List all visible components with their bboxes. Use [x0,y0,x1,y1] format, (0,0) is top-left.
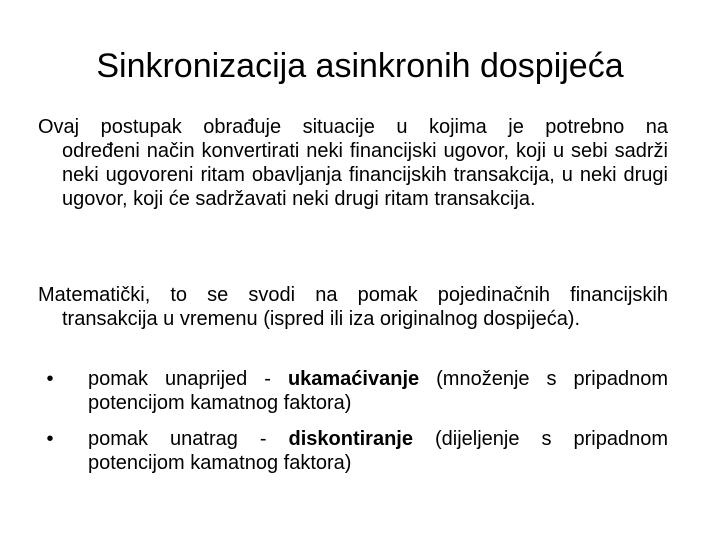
bullet-bold-term: diskontiranje [288,428,413,450]
paragraph-intro-first-line: Ovaj postupak obrađuje situacije u kojima je potrebno na [38,116,668,138]
bullet-bold-term: ukamaćivanje [287,368,420,390]
bullet-item-backward [38,427,668,475]
bullet-text-suffix: (množenje s pripadnom potencijom kamatnog faktora) [88,368,668,414]
bullet-list [38,367,668,487]
slide-title: Sinkronizacija asinkronih dospijeća [96,47,624,85]
paragraph-math-continuation: transakcija u vremenu (ispred ili iza originalnog dospijeća). [62,308,581,330]
bullet-text-suffix: (dijeljenje s pripadnom potencijom kamatnog faktora) [88,428,668,474]
bullet-marker: • [46,368,54,390]
paragraph-intro-continuation: određeni način konvertirati neki financijski ugovor, koji u sebi sadrži neki ugovoreni ritam obavljanja financijskih transakcija, u neki drugi ugovor, koji će sadržavati neki drugi ritam transakcija. [62,140,668,210]
bullet-item-forward [38,367,668,415]
paragraph-intro [38,115,668,211]
paragraph-math [38,283,668,331]
bullet-marker: • [46,428,54,450]
bullet-text-prefix: pomak unaprijed - [88,368,288,390]
paragraph-math-first-line: Matematički, to se svodi na pomak pojedinačnih financijskih [38,284,668,306]
bullet-text-prefix: pomak unatrag - [88,428,289,450]
